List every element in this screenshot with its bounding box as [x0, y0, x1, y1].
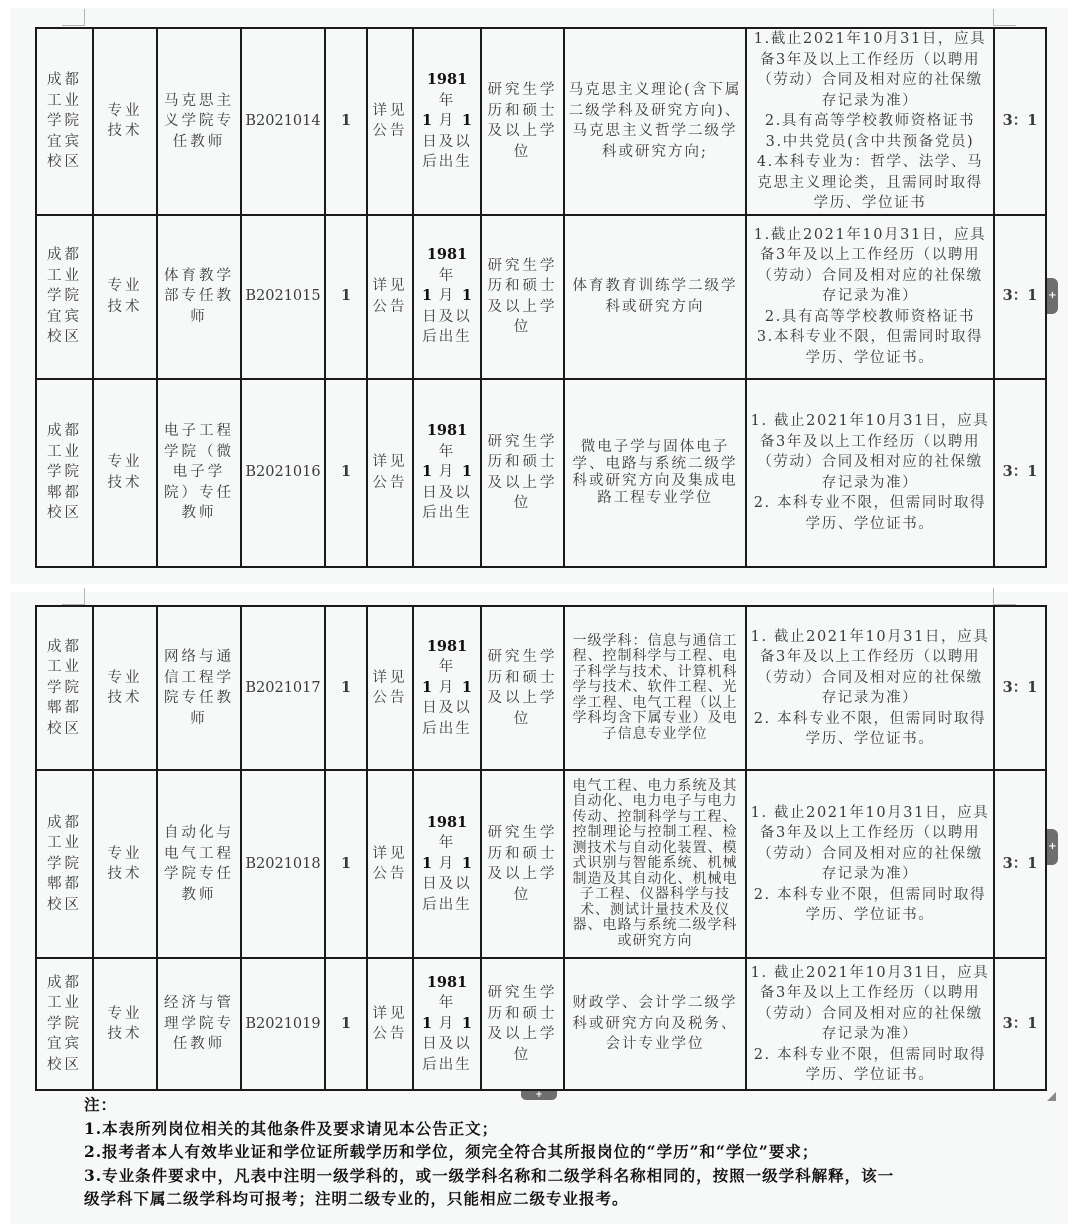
- post-code-cell: B2021019: [241, 958, 325, 1090]
- detail-cell: 详见 公告: [367, 215, 413, 379]
- department-post-cell: 体育教学 部专任教 师: [157, 215, 241, 379]
- campus-cell: 成都 工业 学院 郫都 校区: [36, 606, 93, 770]
- page-corner-mark: [62, 588, 85, 605]
- post-code-cell: B2021015: [241, 215, 325, 379]
- campus-cell: 成都 工业 学院 郫都 校区: [36, 770, 93, 958]
- detail-cell: 详见 公告: [367, 379, 413, 567]
- ratio-cell: 3：1: [994, 770, 1046, 958]
- add-column-handle[interactable]: +: [1047, 278, 1058, 314]
- birth-requirement-cell: 1981 年 1 月 1 日及以 后出生: [413, 215, 481, 379]
- major-cell: 微电子学与固体电子学、电路与系统二级学科或研究方向及集成电路工程专业学位: [564, 379, 746, 567]
- post-category-cell: 专业 技术: [93, 215, 157, 379]
- campus-cell: 成都 工业 学院 宜宾 校区: [36, 958, 93, 1090]
- education-cell: 研究生学 历和硕士 及以上学 位: [481, 770, 564, 958]
- campus-cell: 成都 工业 学院 宜宾 校区: [36, 28, 93, 215]
- note-item: 3.专业条件要求中，凡表中注明一级学科的，或一级学科名称和二级学科名称相同的，按照一级学科解释，该一: [84, 1165, 895, 1185]
- requirements-cell: 1. 截止2021年10月31日，应具备3年及以上工作经历（以聘用（劳动）合同及相对应的社保缴存记录为准） 2. 本科专业不限，但需同时取得学历、学位证书。: [746, 379, 994, 567]
- department-post-cell: 电子工程 学院（微 电子学 院）专任 教师: [157, 379, 241, 567]
- post-category-cell: 专业 技术: [93, 770, 157, 958]
- major-cell: 电气工程、电力系统及其自动化、电力电子与电力传动、控制科学与工程、控制理论与控制工程、检测技术与自动化装置、模式识别与智能系统、机械制造及其自动化、机械电子工程、仪器科学与技术、测试计量技术及仪器、电路与系统二级学科或研究方向: [564, 770, 746, 958]
- detail-cell: 详见 公告: [367, 958, 413, 1090]
- add-row-handle[interactable]: +: [521, 1091, 557, 1100]
- table-row: [36, 28, 1046, 215]
- education-cell: 研究生学 历和硕士 及以上学 位: [481, 606, 564, 770]
- requirements-cell: 1. 截止2021年10月31日，应具备3年及以上工作经历（以聘用（劳动）合同及相对应的社保缴存记录为准） 2. 本科专业不限，但需同时取得学历、学位证书。: [746, 606, 994, 770]
- education-cell: 研究生学 历和硕士 及以上学 位: [481, 379, 564, 567]
- headcount-cell: 1: [325, 606, 367, 770]
- post-code-cell: B2021017: [241, 606, 325, 770]
- requirements-cell: 1.截止2021年10月31日，应具备3年及以上工作经历（以聘用（劳动）合同及相对应的社保缴存记录为准） 2.具有高等学校教师资格证书 3.本科专业不限，但需同时取得学历、学位证书。: [746, 215, 994, 379]
- post-category-cell: 专业 技术: [93, 379, 157, 567]
- birth-requirement-cell: 1981 年 1 月 1 日及以 后出生: [413, 606, 481, 770]
- notes-title: 注：: [84, 1095, 118, 1114]
- note-item: 级学科下属二级学科均可报考；注明二级专业的，只能相应二级专业报考。: [84, 1189, 629, 1208]
- department-post-cell: 自动化与 电气工程 学院专任 教师: [157, 770, 241, 958]
- add-column-handle[interactable]: +: [1047, 829, 1058, 865]
- requirements-cell: 1.截止2021年10月31日，应具备3年及以上工作经历（以聘用（劳动）合同及相对应的社保缴存记录为准） 2.具有高等学校教师资格证书 3.中共党员(含中共预备党员) 4.本科专业为：哲学、法学、马克思主义理论类，且需同时取得学历、学位证书: [746, 28, 994, 215]
- ratio-cell: 3：1: [994, 28, 1046, 215]
- birth-requirement-cell: 1981 年 1 月 1 日及以 后出生: [413, 770, 481, 958]
- table-row: [36, 606, 1046, 770]
- campus-cell: 成都 工业 学院 宜宾 校区: [36, 215, 93, 379]
- birth-requirement-cell: 1981 年 1 月 1 日及以 后出生: [413, 28, 481, 215]
- detail-cell: 详见 公告: [367, 770, 413, 958]
- headcount-cell: 1: [325, 28, 367, 215]
- table-resize-handle[interactable]: [1047, 1092, 1056, 1101]
- requirements-cell: 1. 截止2021年10月31日，应具备3年及以上工作经历（以聘用（劳动）合同及相对应的社保缴存记录为准） 2. 本科专业不限，但需同时取得学历、学位证书。: [746, 958, 994, 1090]
- job-table-page-2: [35, 605, 1047, 1091]
- requirements-cell: 1. 截止2021年10月31日，应具备3年及以上工作经历（以聘用（劳动）合同及相对应的社保缴存记录为准） 2. 本科专业不限，但需同时取得学历、学位证书。: [746, 770, 994, 958]
- birth-requirement-cell: 1981 年 1 月 1 日及以 后出生: [413, 379, 481, 567]
- headcount-cell: 1: [325, 958, 367, 1090]
- headcount-cell: 1: [325, 215, 367, 379]
- table-row: [36, 770, 1046, 958]
- post-category-cell: 专业 技术: [93, 28, 157, 215]
- headcount-cell: 1: [325, 770, 367, 958]
- education-cell: 研究生学 历和硕士 及以上学 位: [481, 215, 564, 379]
- major-cell: 一级学科：信息与通信工程、控制科学与工程、电子科学与技术、计算机科学与技术、软件工程、光学工程、电气工程（以上学科均含下属专业）及电子信息专业学位: [564, 606, 746, 770]
- department-post-cell: 经济与管 理学院专 任教师: [157, 958, 241, 1090]
- detail-cell: 详见 公告: [367, 606, 413, 770]
- ratio-cell: 3：1: [994, 958, 1046, 1090]
- table-row: [36, 958, 1046, 1090]
- post-code-cell: B2021018: [241, 770, 325, 958]
- post-category-cell: 专业 技术: [93, 958, 157, 1090]
- ratio-cell: 3：1: [994, 215, 1046, 379]
- major-cell: 体育教育训练学二级学科或研究方向: [564, 215, 746, 379]
- note-item: 1.本表所列岗位相关的其他条件及要求请见本公告正文；: [84, 1118, 499, 1138]
- major-cell: 马克思主义理论(含下属二级学科及研究方向)、马克思主义哲学二级学科或研究方向;: [564, 28, 746, 215]
- headcount-cell: 1: [325, 379, 367, 567]
- ratio-cell: 3：1: [994, 606, 1046, 770]
- detail-cell: 详见 公告: [367, 28, 413, 215]
- page-corner-mark: [993, 9, 1016, 26]
- table-row: [36, 215, 1046, 379]
- post-category-cell: 专业 技术: [93, 606, 157, 770]
- page-corner-mark: [993, 588, 1016, 605]
- ratio-cell: 3：1: [994, 379, 1046, 567]
- post-code-cell: B2021014: [241, 28, 325, 215]
- table-notes: [84, 1093, 1044, 1211]
- campus-cell: 成都 工业 学院 郫都 校区: [36, 379, 93, 567]
- department-post-cell: 网络与通 信工程学 院专任教 师: [157, 606, 241, 770]
- education-cell: 研究生学 历和硕士 及以上学 位: [481, 28, 564, 215]
- job-table-page-1: [35, 27, 1047, 568]
- major-cell: 财政学、会计学二级学科或研究方向及税务、会计专业学位: [564, 958, 746, 1090]
- page-corner-mark: [62, 9, 85, 26]
- post-code-cell: B2021016: [241, 379, 325, 567]
- note-item: 2.报考者本人有效毕业证和学位证所载学历和学位，须完全符合其所报岗位的“学历”和“学位”要求；: [84, 1142, 819, 1161]
- education-cell: 研究生学 历和硕士 及以上学 位: [481, 958, 564, 1090]
- table-row: [36, 379, 1046, 567]
- department-post-cell: 马克思主 义学院专 任教师: [157, 28, 241, 215]
- birth-requirement-cell: 1981 年 1 月 1 日及以 后出生: [413, 958, 481, 1090]
